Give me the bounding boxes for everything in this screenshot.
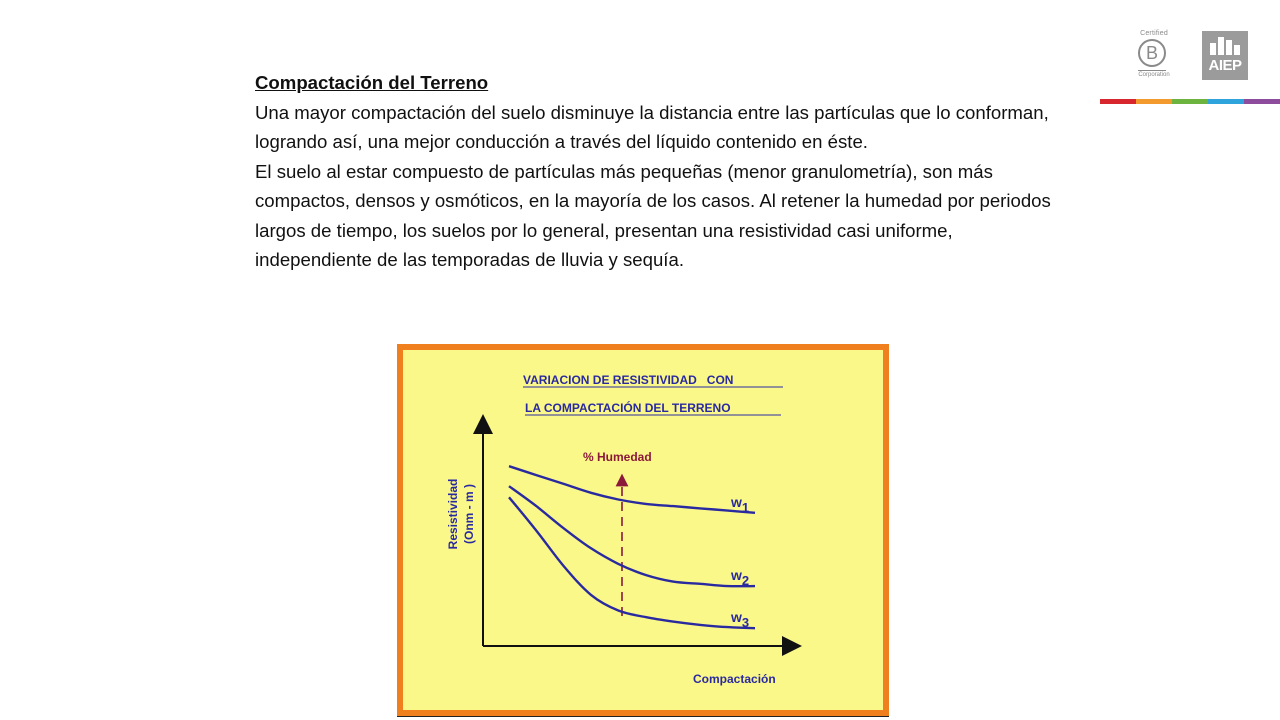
figure-bottom-line (397, 716, 889, 717)
paragraph-1: Una mayor compactación del suelo disminuye la distancia entre las partículas que lo conforman, logrando así, una mejor conducción a través del líquido contenido en éste. (255, 101, 1049, 152)
series-layer (509, 466, 755, 630)
color-bar-segment-5 (1244, 99, 1280, 104)
chart-title-line-2: LA COMPACTACIÓN DEL TERRENO (525, 401, 731, 415)
y-axis-label-1: Resistividad (446, 478, 460, 550)
chart-title-line-1: VARIACION DE RESISTIVIDAD CON (523, 373, 734, 387)
resistivity-figure (397, 344, 889, 716)
series-label-w1: w1 (731, 493, 750, 515)
bcorp-letter: B (1145, 43, 1158, 63)
color-bar-segment-4 (1208, 99, 1244, 104)
color-bar-segment-2 (1136, 99, 1172, 104)
aiep-label: AIEP (1208, 57, 1242, 74)
color-bar-segment-1 (1100, 99, 1136, 104)
paragraph-2: El suelo al estar compuesto de partículas más pequeñas (menor granulometría), son más compactos, densos y osmóticos, en la mayoría de los casos. Al retener la humedad por periodos largos de tiempo, los suelos por lo general, presentan una resistividad casi uniforme, independiente de las temporadas de lluvia y sequía. (255, 160, 1051, 270)
section-heading: Compactación del Terreno (255, 72, 489, 93)
series-line-w3 (509, 497, 755, 631)
brand-color-bar (1100, 99, 1280, 104)
aiep-building-icon (1202, 35, 1248, 55)
aiep-logo (1202, 31, 1248, 80)
color-bar-segment-3 (1172, 99, 1208, 104)
series-label-w3: w3 (731, 609, 750, 631)
b-corp-logo (1134, 30, 1174, 82)
humidity-annotation: % Humedad (583, 450, 652, 464)
text-block (255, 68, 1055, 275)
x-axis-label: Compactación (693, 672, 776, 686)
bcorp-bottom-text: Corporation (1138, 72, 1170, 78)
y-axis-label-2: (Onm - m ) (462, 484, 476, 544)
series-line-w1 (509, 466, 755, 513)
bcorp-divider (1138, 70, 1166, 71)
resistivity-chart (397, 344, 889, 716)
bcorp-top-text: Certified (1140, 30, 1168, 37)
series-label-w2: w2 (731, 567, 750, 589)
